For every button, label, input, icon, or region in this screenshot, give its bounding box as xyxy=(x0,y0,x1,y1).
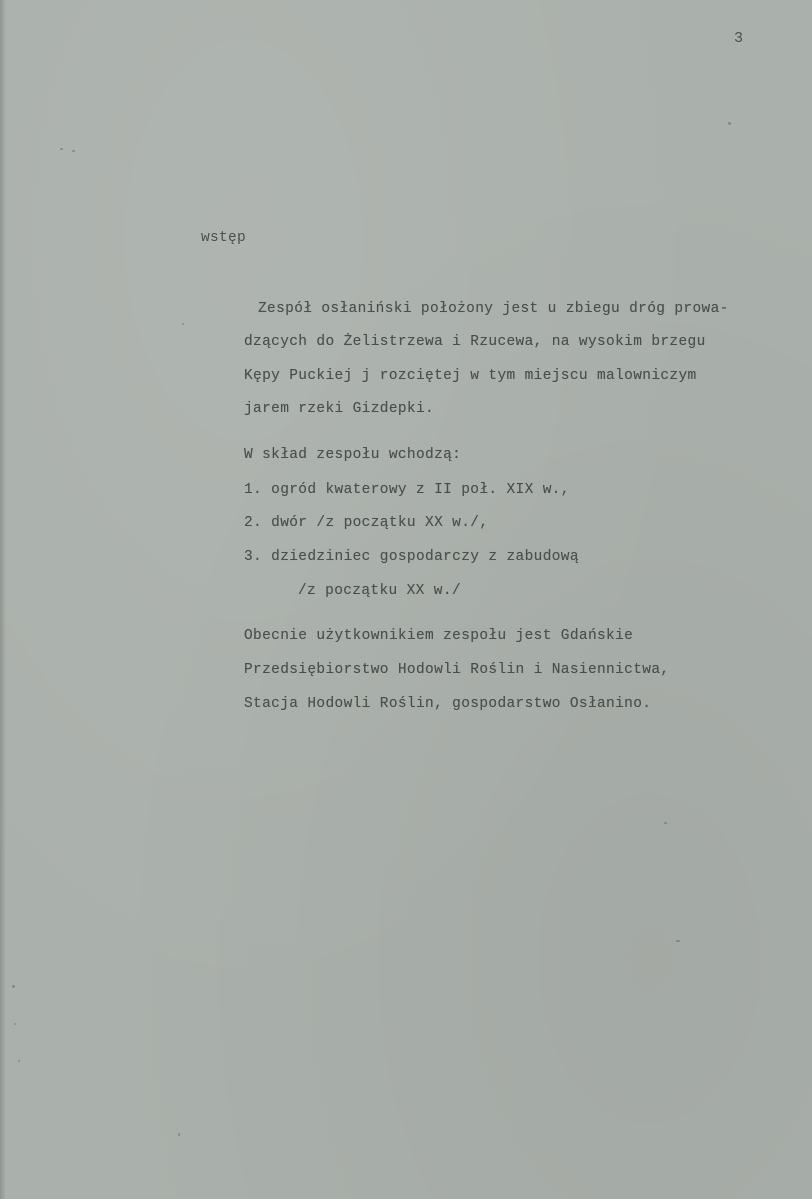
text-line: Obecnie użytkownikiem zespołu jest Gdańskie xyxy=(244,628,634,644)
paper-speck xyxy=(18,1060,20,1062)
text-line: jarem rzeki Gizdepki. xyxy=(244,401,435,417)
paper-speck xyxy=(664,822,667,824)
list-item: 2. dwór /z początku XX w./, xyxy=(244,515,489,531)
text-line: Zespół osłaniński położony jest u zbiegu dróg prowa- xyxy=(258,301,729,317)
list-intro: W skład zespołu wchodzą: xyxy=(244,447,462,463)
text-line: Kępy Puckiej j rozciętej w tym miejscu malowniczym xyxy=(244,368,697,384)
paper-speck xyxy=(72,150,75,152)
paper-speck xyxy=(676,940,680,942)
text-line: Przedsiębiorstwo Hodowli Roślin i Nasiennictwa, xyxy=(244,662,670,678)
paper-speck xyxy=(14,1023,16,1025)
paper-speck xyxy=(12,985,15,988)
text-line: Stacja Hodowli Roślin, gospodarstwo Osłanino. xyxy=(244,696,652,712)
list-item: 1. ogród kwaterowy z II poł. XIX w., xyxy=(244,482,570,498)
list-item: 3. dziedziniec gospodarczy z zabudową xyxy=(244,549,579,565)
list-item-continuation: /z początku XX w./ xyxy=(298,583,461,599)
text-line: dzących do Żelistrzewa i Rzucewa, na wysokim brzegu xyxy=(244,334,706,350)
paper-speck xyxy=(182,323,184,325)
paper-speck xyxy=(60,148,63,150)
paper-edge-shadow xyxy=(0,0,6,1199)
section-heading: wstęp xyxy=(201,230,247,246)
paper-speck xyxy=(728,122,731,125)
page-number: 3 xyxy=(734,30,744,47)
paper-speck xyxy=(178,1133,180,1136)
